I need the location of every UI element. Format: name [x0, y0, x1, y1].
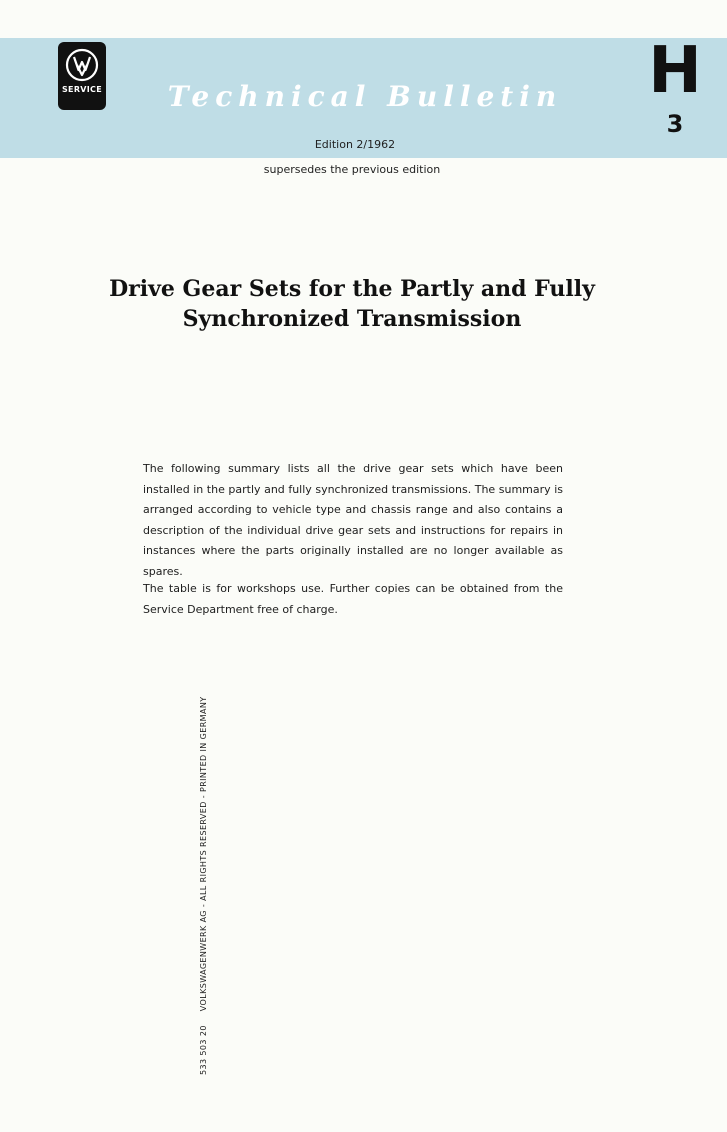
section-letter: H: [648, 34, 702, 108]
supersedes-note: supersedes the previous edition: [263, 163, 441, 176]
vw-service-logo: [58, 42, 106, 110]
section-number: 3: [666, 110, 684, 138]
edition-label: Edition 2/1962: [314, 138, 396, 151]
part-number: 533 503 20: [199, 1025, 208, 1075]
side-imprint: [199, 665, 215, 1075]
vw-emblem-icon: [65, 48, 99, 82]
logo-label: SERVICE: [62, 85, 102, 94]
intro-paragraph: The following summary lists all the drive gear sets which have been installed in the partly and fully synchronized transmissions. The summary is arranged according to vehicle type and chassis range and also contains a description of the individual drive gear sets and instructions for repairs in instances where the parts originally installed are no longer available as spares.: [143, 462, 563, 578]
imprint-text: VOLKSWAGENWERK AG - ALL RIGHTS RESERVED - PRINTED IN GERMANY: [199, 696, 208, 1012]
bulletin-title: Technical Bulletin: [167, 80, 563, 113]
document-title: Drive Gear Sets for the Partly and Fully Synchronized Transmission: [109, 276, 595, 332]
copies-paragraph: The table is for workshops use. Further copies can be obtained from the Service Department free of charge.: [143, 582, 563, 616]
